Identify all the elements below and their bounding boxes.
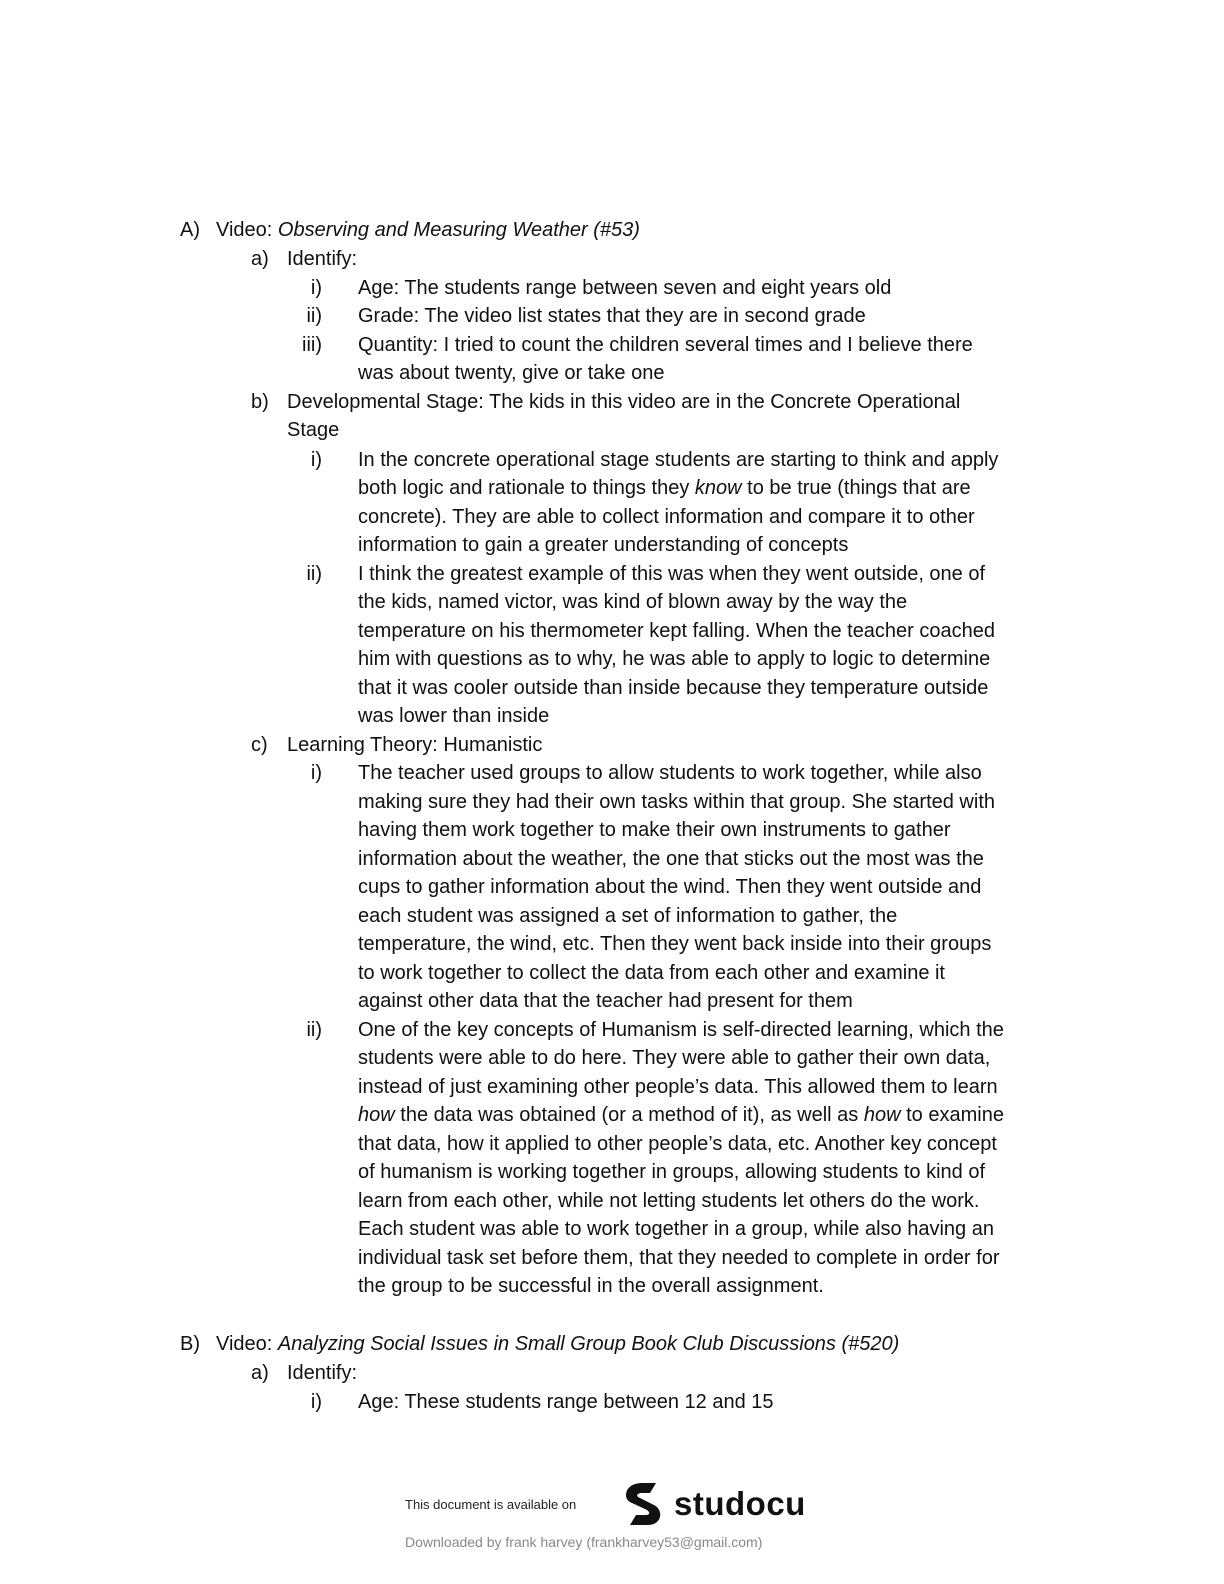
b-a-i-marker: i) xyxy=(310,1391,322,1413)
a-c-i-text: making sure they had their own tasks within that group. She started with xyxy=(358,791,996,813)
a-c-i-text: temperature, the wind, etc. Then they went back inside into their groups xyxy=(358,933,992,955)
a-b-i-text: In the concrete operational stage students are starting to think and apply xyxy=(358,449,999,471)
a-c-ii-text: learn from each other, while not letting students let others do the work. xyxy=(358,1190,980,1212)
section-a-heading xyxy=(216,216,640,244)
text-run: to be true (things that are xyxy=(741,477,971,499)
a-c-i-text: The teacher used groups to allow students to work together, while also xyxy=(358,762,982,784)
a-a-ii-text: Grade: The video list states that they are in second grade xyxy=(358,305,866,327)
a-c-i-text: having them work together to make their own instruments to gather xyxy=(358,819,951,841)
a-b-i-text: concrete). They are able to collect information and compare it to other xyxy=(358,506,975,528)
a-c-label: Learning Theory: Humanistic xyxy=(287,734,543,756)
a-a-label: Identify: xyxy=(287,248,358,270)
emphasis-run: know xyxy=(694,477,742,499)
a-b-text: Developmental Stage: The kids in this video are in the Concrete Operational xyxy=(287,391,961,413)
a-a-i-marker: i) xyxy=(310,277,322,299)
a-c-i-text: cups to gather information about the wind. Then they went outside and xyxy=(358,876,982,898)
b-a-i-text: Age: These students range between 12 and 15 xyxy=(358,1391,774,1413)
a-b-ii-text: temperature on his thermometer kept falling. When the teacher coached xyxy=(358,620,996,642)
text-run: both logic and rationale to things they xyxy=(358,477,695,499)
section-a-prefix: Video: xyxy=(216,219,278,241)
a-b-marker: b) xyxy=(251,391,269,413)
a-b-ii-text: I think the greatest example of this was when they went outside, one of xyxy=(358,563,986,585)
text-run: to examine xyxy=(900,1104,1004,1126)
a-b-ii-text: him with questions as to why, he was able to apply to logic to determine xyxy=(358,648,991,670)
a-a-iii-marker: iii) xyxy=(302,334,322,356)
a-c-ii-text: instead of just examining other people’s data. This allowed them to learn xyxy=(358,1076,998,1098)
a-c-i-text: to work together to collect the data from each other and examine it xyxy=(358,962,945,984)
emphasis-run: how xyxy=(358,1104,395,1126)
a-c-i-text: each student was assigned a set of information to gather, the xyxy=(358,905,898,927)
a-a-ii-marker: ii) xyxy=(306,305,322,327)
available-on-text: This document is available on xyxy=(405,1497,577,1512)
a-b-ii-text: was lower than inside xyxy=(358,705,550,727)
a-b-i-text: information to gain a greater understanding of concepts xyxy=(358,534,849,556)
a-b-ii-text: that it was cooler outside than inside because they temperature outside xyxy=(358,677,989,699)
section-a-marker: A) xyxy=(180,219,200,241)
studocu-logo-icon xyxy=(620,1481,666,1527)
a-c-i-text: against other data that the teacher had present for them xyxy=(358,990,853,1012)
studocu-logo[interactable] xyxy=(620,1481,806,1527)
a-c-marker: c) xyxy=(251,734,268,756)
section-a-title: Observing and Measuring Weather (#53) xyxy=(277,219,640,241)
a-c-ii-text xyxy=(358,1101,1004,1129)
a-c-ii-text: that data, how it applied to other people’s data, etc. Another key concept xyxy=(358,1133,997,1155)
a-b-i-text xyxy=(358,474,971,502)
a-c-ii-text: of humanism is working together in groups, allowing students to kind of xyxy=(358,1161,986,1183)
a-c-ii-marker: ii) xyxy=(306,1019,322,1041)
a-c-ii-text: the group to be successful in the overall assignment. xyxy=(358,1275,824,1297)
section-b-marker: B) xyxy=(180,1333,200,1355)
emphasis-run: how xyxy=(863,1104,901,1126)
a-a-i-text: Age: The students range between seven and eight years old xyxy=(358,277,892,299)
b-a-label: Identify: xyxy=(287,1362,358,1384)
a-b-ii-marker: ii) xyxy=(306,563,322,585)
a-c-ii-text: Each student was able to work together in a group, while also having an xyxy=(358,1218,994,1240)
section-b-heading xyxy=(216,1330,899,1358)
a-c-ii-text: students were able to do here. They were able to gather their own data, xyxy=(358,1047,991,1069)
a-c-i-marker: i) xyxy=(310,762,322,784)
download-info: Downloaded by frank harvey (frankharvey53@gmail.com) xyxy=(405,1534,763,1550)
studocu-logo-text: studocu xyxy=(674,1485,806,1522)
a-b-text: Stage xyxy=(287,419,340,441)
section-b-title: Analyzing Social Issues in Small Group Book Club Discussions (#520) xyxy=(277,1333,900,1355)
text-run: the data was obtained (or a method of it), as well as xyxy=(394,1104,864,1126)
b-a-marker: a) xyxy=(251,1362,269,1384)
a-a-iii-text: Quantity: I tried to count the children several times and I believe there xyxy=(358,334,973,356)
a-a-iii-text: was about twenty, give or take one xyxy=(358,362,665,384)
a-c-ii-text: individual task set before them, that they needed to complete in order for xyxy=(358,1247,1000,1269)
a-b-ii-text: the kids, named victor, was kind of blown away by the way the xyxy=(358,591,908,613)
section-b-prefix: Video: xyxy=(216,1333,278,1355)
a-c-ii-text: One of the key concepts of Humanism is self-directed learning, which the xyxy=(358,1019,1004,1041)
a-c-i-text: information about the weather, the one that sticks out the most was the xyxy=(358,848,984,870)
a-a-marker: a) xyxy=(251,248,269,270)
a-b-i-marker: i) xyxy=(310,449,322,471)
